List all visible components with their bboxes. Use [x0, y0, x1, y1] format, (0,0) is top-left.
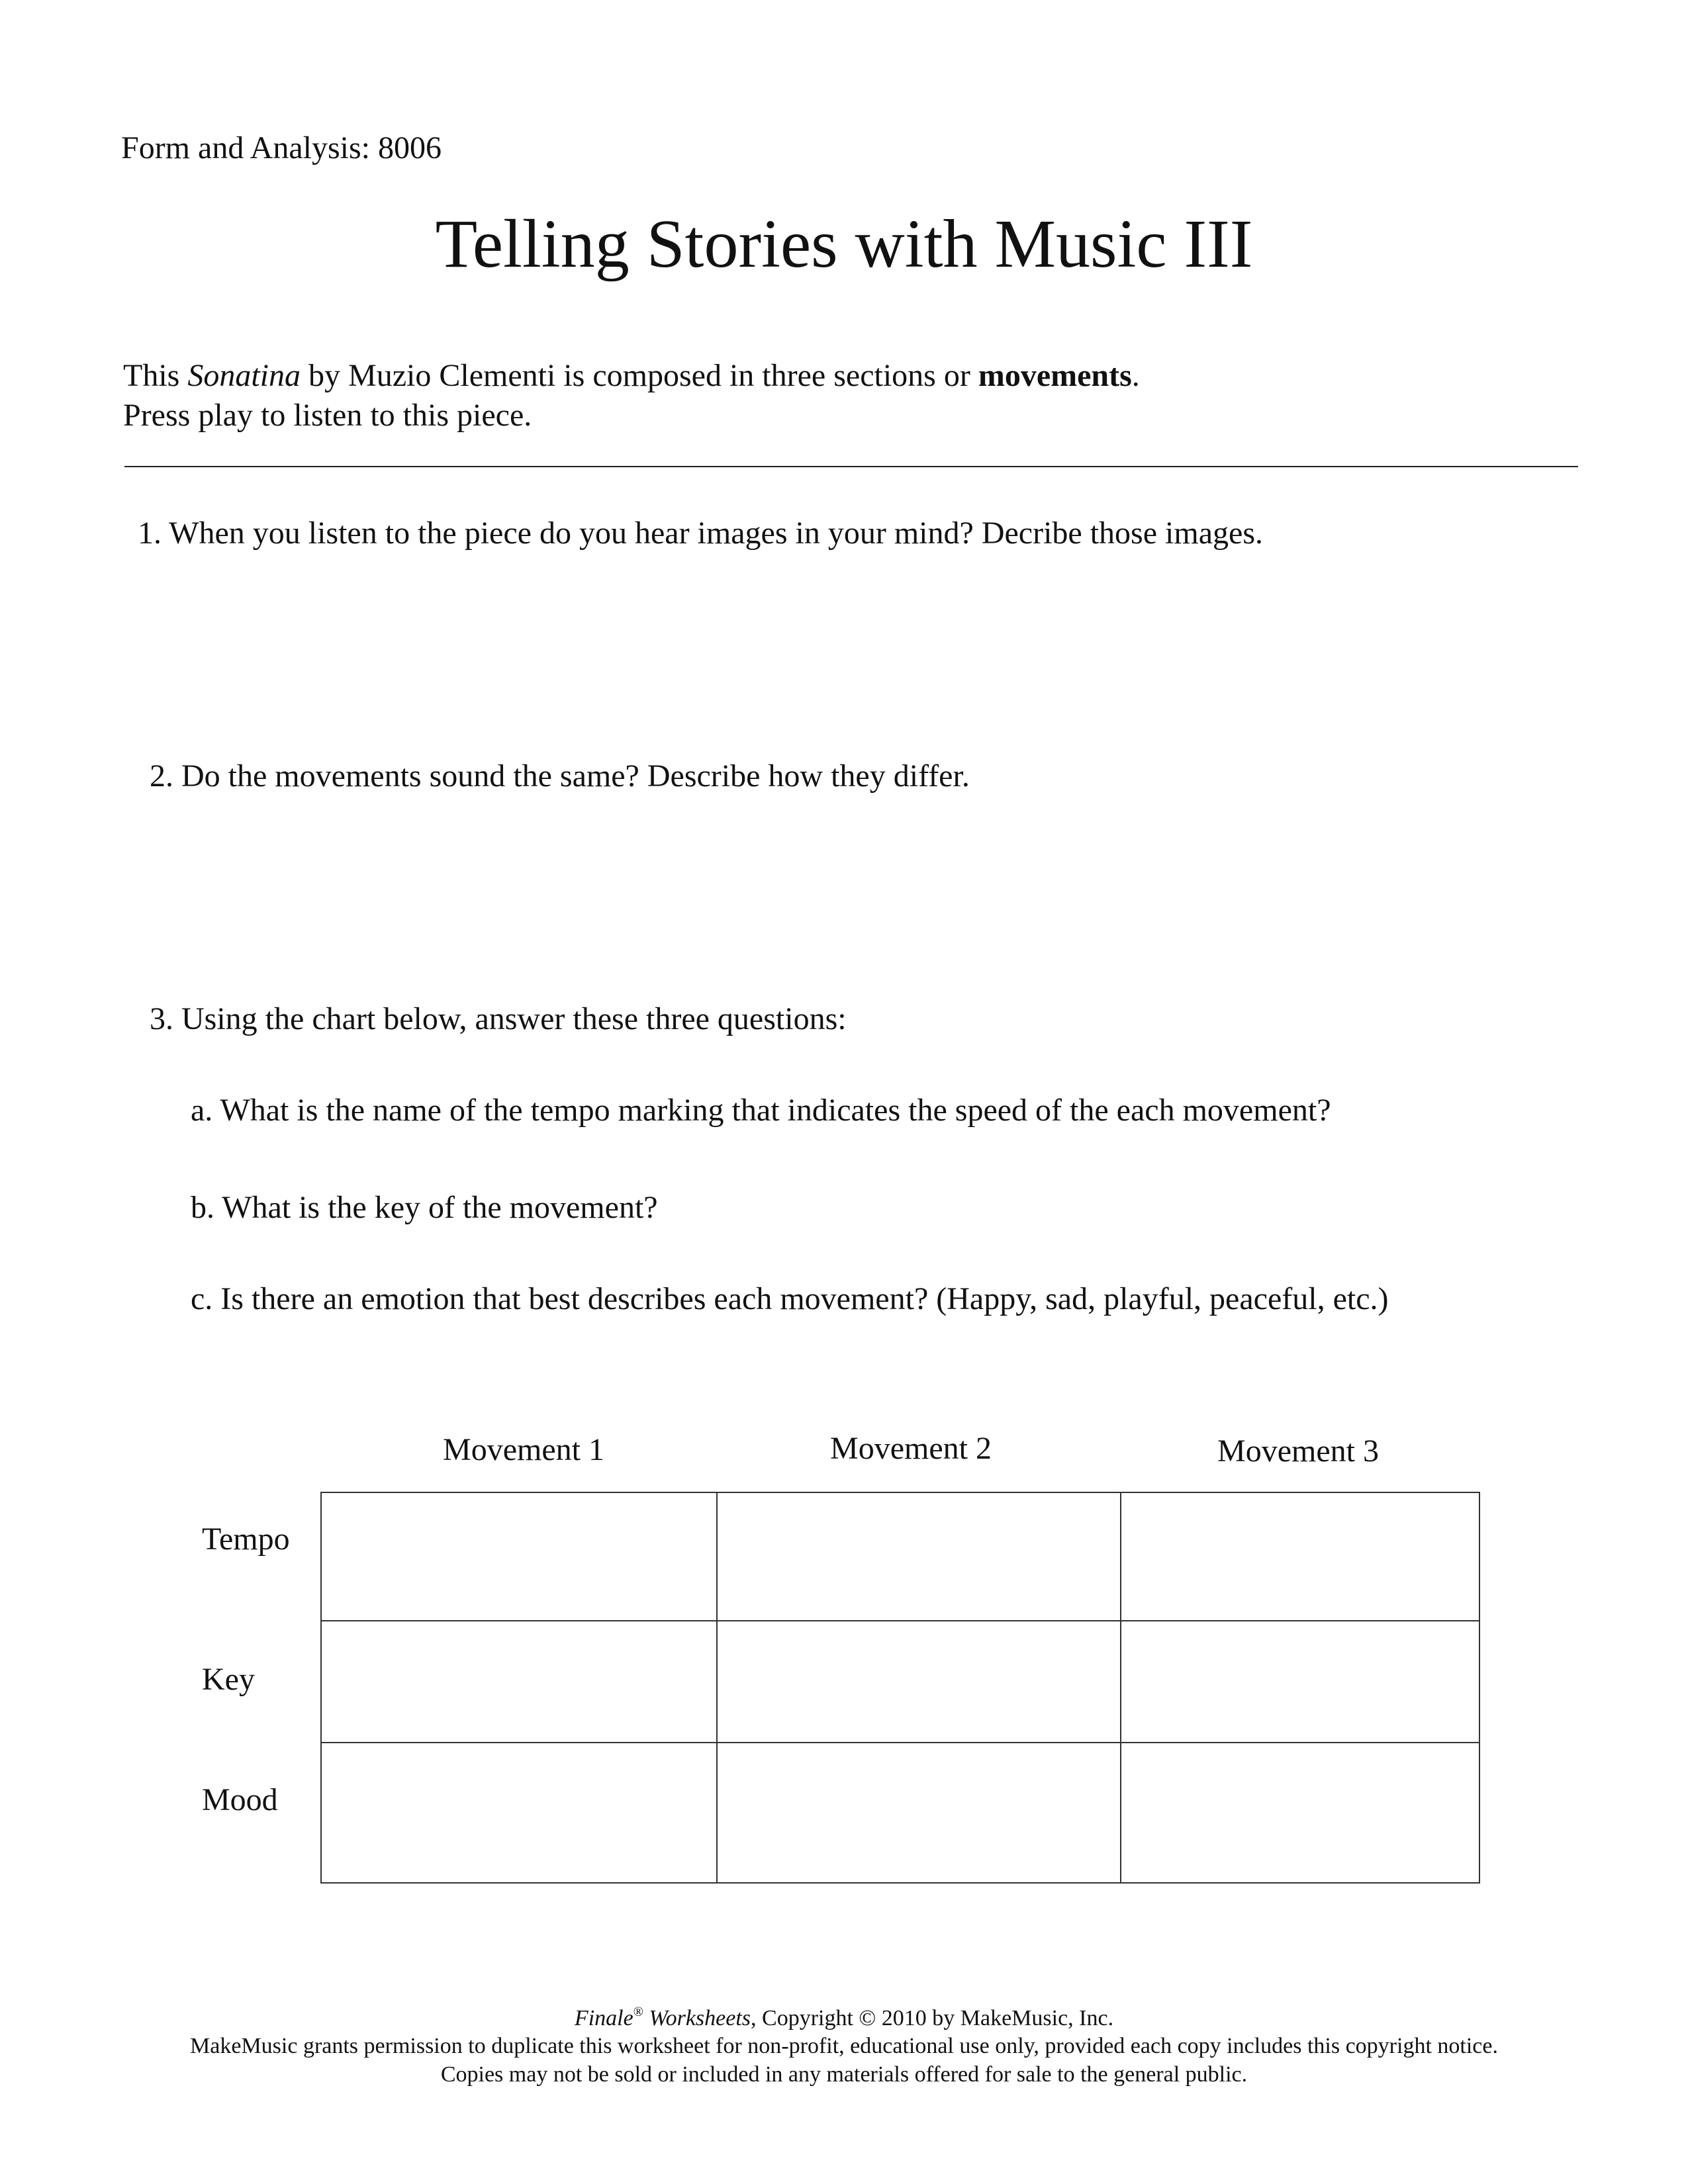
product-suffix: Worksheets	[643, 2006, 751, 2030]
product-name: Finale	[574, 2006, 633, 2030]
footer-copyright	[0, 2005, 1688, 2030]
row-label-key: Key	[202, 1662, 255, 1697]
column-header-movement-1: Movement 1	[443, 1432, 604, 1467]
question-3a: a. What is the name of the tempo marking that indicates the speed of the each movement?	[191, 1093, 1331, 1128]
answer-cell[interactable]	[1121, 1743, 1479, 1883]
footer-restriction: Copies may not be sold or included in any materials offered for sale to the general public.	[440, 2062, 1248, 2087]
intro-end: .	[1131, 358, 1140, 393]
chart-row-tempo	[321, 1492, 1479, 1621]
intro-line-2: Press play to listen to this piece.	[123, 398, 532, 433]
question-3b: b. What is the key of the movement?	[191, 1190, 658, 1225]
answer-cell[interactable]	[1121, 1621, 1479, 1743]
chart-row-mood	[321, 1743, 1479, 1883]
answer-cell[interactable]	[717, 1492, 1121, 1621]
page-title: Telling Stories with Music III	[435, 206, 1253, 282]
row-label-tempo: Tempo	[202, 1522, 290, 1557]
footer-permission: MakeMusic grants permission to duplicate this worksheet for non-profit, educational use only, provided each copy includes this copyright notice.	[190, 2034, 1498, 2058]
registered-mark: ®	[633, 2005, 643, 2019]
answer-cell[interactable]	[717, 1621, 1121, 1743]
question-2: 2. Do the movements sound the same? Describe how they differ.	[150, 758, 970, 794]
work-title: Sonatina	[187, 358, 301, 393]
answer-cell[interactable]	[1121, 1492, 1479, 1621]
intro-prefix: This	[123, 358, 188, 393]
intro-line-1	[123, 357, 1140, 394]
chart-row-key	[321, 1621, 1479, 1743]
answer-cell[interactable]	[321, 1743, 717, 1883]
divider-rule	[124, 466, 1578, 467]
column-header-movement-3: Movement 3	[1217, 1433, 1379, 1469]
question-1: 1. When you listen to the piece do you hear images in your mind? Decribe those images.	[138, 516, 1263, 551]
answer-chart	[320, 1492, 1480, 1884]
course-code: Form and Analysis: 8006	[121, 130, 442, 165]
answer-cell[interactable]	[321, 1492, 717, 1621]
copyright-text: , Copyright © 2010 by MakeMusic, Inc.	[751, 2006, 1114, 2030]
row-label-mood: Mood	[202, 1782, 278, 1817]
answer-cell[interactable]	[321, 1621, 717, 1743]
movements-term: movements	[978, 358, 1132, 393]
answer-cell[interactable]	[717, 1743, 1121, 1883]
intro-middle: by Muzio Clementi is composed in three sections or	[301, 358, 978, 393]
question-3: 3. Using the chart below, answer these three questions:	[150, 1001, 847, 1036]
column-header-movement-2: Movement 2	[830, 1431, 992, 1466]
question-3c: c. Is there an emotion that best describes each movement? (Happy, sad, playful, peaceful, etc.)	[191, 1281, 1389, 1316]
